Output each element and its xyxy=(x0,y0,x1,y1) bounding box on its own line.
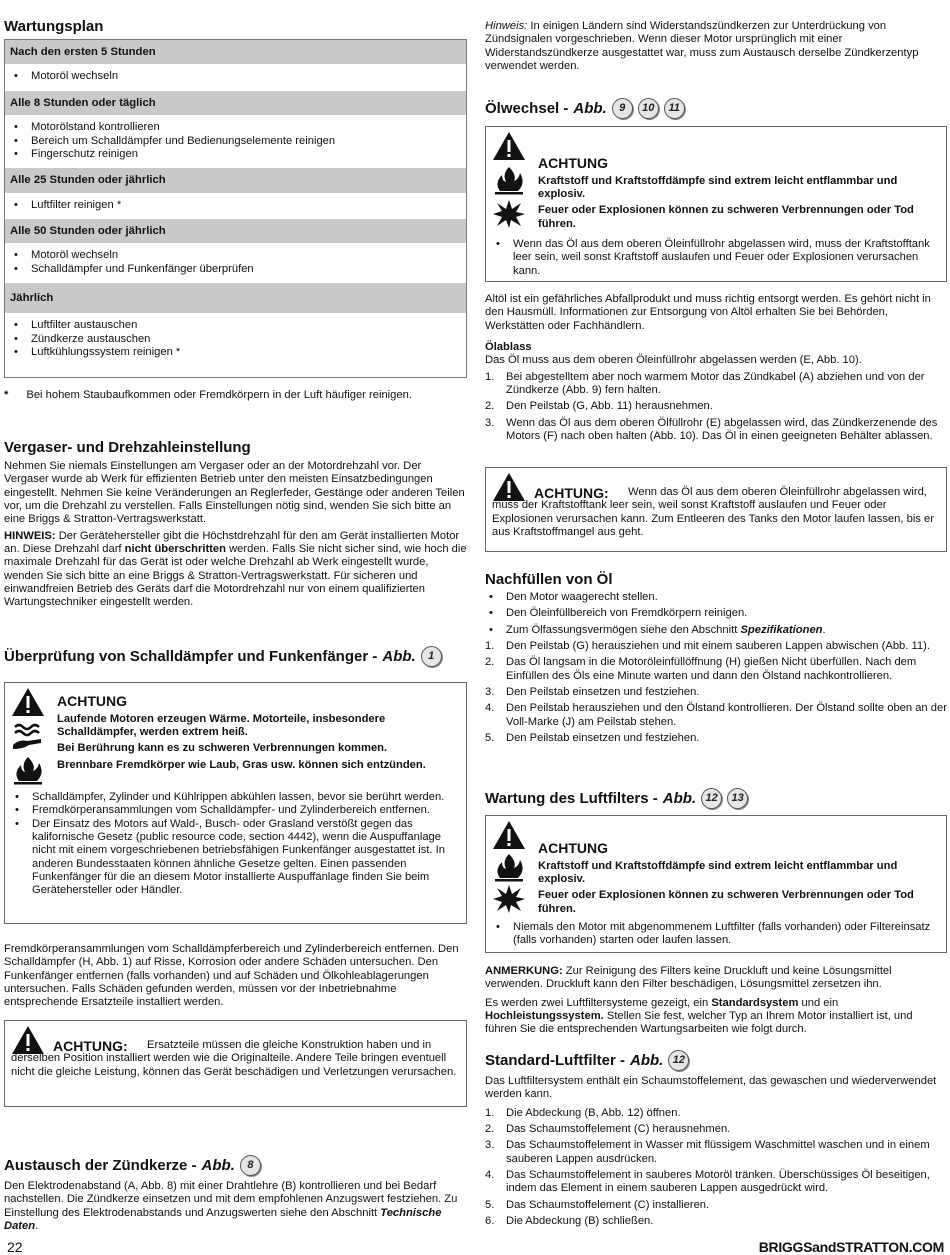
hot-surface-icon xyxy=(11,721,45,751)
list-item: • Fingerschutz reinigen xyxy=(10,148,461,161)
list-item: 1. Den Peilstab (G) herausziehen und mit einem sauberen Lappen abwischen (Abb. 11). xyxy=(485,639,930,652)
carburetor-text xyxy=(4,460,467,613)
figure-badge: 11 xyxy=(664,98,685,119)
brand-url: BRIGGSandSTRATTON.COM xyxy=(758,1239,944,1255)
drain-warning-box xyxy=(485,467,947,552)
drain-title: Ölablass xyxy=(485,341,532,353)
list-item: • Luftkühlungssystem reinigen * xyxy=(10,346,461,359)
warning-triangle-icon xyxy=(492,472,526,502)
standard-filter-paragraph: Das Luftfiltersystem enthält ein Schaumstoffelement, das gewaschen und wiederverwendet werden kann. xyxy=(485,1075,937,1101)
parts-warning-box xyxy=(4,1020,467,1107)
warning-line: Feuer oder Explosionen können zu schweren Verbrennungen oder Tod führen. xyxy=(538,204,914,230)
air-note: ANMERKUNG: Zur Reinigung des Filters keine Druckluft und keine Lösungsmittel verwenden. Druckluft kann den Filter beschädigen, Lösungsmittel zersetzen ihn. xyxy=(485,965,892,991)
warning-line: Feuer oder Explosionen können zu schweren Verbrennungen oder Tod führen. xyxy=(538,889,914,915)
warning-line: Brennbare Fremdkörper wie Laub, Gras usw. können sich entzünden. xyxy=(57,758,426,771)
list-item: • Zum Ölfassungsvermögen siehe den Abschnitt Spezifikationen. xyxy=(485,624,947,637)
maint-body-3 xyxy=(5,243,466,283)
drain-warning-title: ACHTUNG: xyxy=(534,485,609,502)
oil-change-title: Ölwechsel - Abb. 9 10 11 xyxy=(485,98,947,119)
list-item: 3. Das Schaumstoffelement in Wasser mit flüssigem Waschmittel waschen und in einem sauberen Lappen ausdrücken. xyxy=(485,1139,930,1165)
refill-section xyxy=(485,591,947,748)
list-item: 2. Das Schaumstoffelement (C) herausnehmen. xyxy=(485,1122,731,1135)
parts-warning-text: Ersatzteile müssen die gleiche Konstruktion haben und in derselben Position installiert werden wie die Originalteile. Andere Teile bringen eventuell nicht die gleiche Leistung, können das Gerät beschädigen und Verletzungen verursachen. xyxy=(11,1039,457,1078)
list-item: • Luftfilter reinigen * xyxy=(10,199,461,212)
maintenance-table xyxy=(4,39,467,378)
maint-head-2: Alle 25 Stunden oder jährlich xyxy=(5,168,466,192)
muffler-title: Überprüfung von Schalldämpfer und Funkenfänger - Abb. 1 xyxy=(4,646,467,667)
right-column xyxy=(485,0,947,1240)
air-paragraph: Es werden zwei Luftfiltersysteme gezeigt, ein Standardsystem und ein Hochleistungssystem. Stellen Sie fest, welcher Typ an Ihrem Motor installiert ist, und führen Sie die entsprechenden Wartungsarbeiten wie folgt durch. xyxy=(485,996,913,1036)
list-item: 6. Die Abdeckung (B) schließen. xyxy=(485,1214,654,1227)
maint-body-0 xyxy=(5,64,466,90)
maint-head-4: Jährlich xyxy=(5,283,466,313)
spark-plug-title: Austausch der Zündkerze - Abb. 8 xyxy=(4,1155,467,1176)
fire-icon xyxy=(492,852,526,882)
drain-warning-text: Wenn das Öl aus dem oberen Öleinfüllrohr abgelassen wird, muss der Kraftstofftank leer sein, weil sonst Kraftstoff auslaufen und Feuer oder Explosionen verursachen kann. Zum Entleeren des Tanks den Motor laufen lassen, bis er aus Kraftstoffmangel aus geht. xyxy=(492,486,934,538)
list-item: • Wenn das Öl aus dem oberen Öleinfüllrohr abgelassen wird, muss der Kraftstofftank leer sein, weil sonst Kraftstoff auslaufen und Feuer oder Explosionen verursachen kann. xyxy=(492,238,940,278)
carburetor-paragraph: Nehmen Sie niemals Einstellungen am Vergaser oder an der Motordrehzahl vor. Der Vergaser wurde ab Werk für effizienten Betrieb unter den meisten Einsatzbedingungen eingestellt. Nehmen Sie keine Veränderungen an Reglerfeder, Gestänge oder anderen Teilen vor, um die Drehzahl zu verstellen. Falls Einstellungen nötig sind, wenden Sie sich bitte an eine Briggs & Stratton-Vertragswerkstatt. xyxy=(4,460,465,526)
list-item: 1. Die Abdeckung (B, Abb. 12) öffnen. xyxy=(485,1106,681,1119)
refill-title: Nachfüllen von Öl xyxy=(485,571,613,588)
list-item: 4. Den Peilstab herausziehen und den Ölstand kontrollieren. Der Ölstand sollte oben an der Voll-Marke (J) am Peilstab stehen. xyxy=(485,702,947,728)
list-item: • Schalldämpfer, Zylinder und Kühlrippen abkühlen lassen, bevor sie berührt werden. xyxy=(11,791,460,804)
footnote-mark: * xyxy=(4,389,9,401)
air-filter-text xyxy=(485,965,947,1040)
list-item: • Schalldämpfer und Funkenfänger überprüfen xyxy=(10,263,461,276)
list-item: 1. Bei abgestelltem aber noch warmem Motor das Zündkabel (A) abziehen und von der Zündkerze (Abb. 9) fern halten. xyxy=(485,370,925,396)
figure-badge: 1 xyxy=(421,646,442,667)
drain-paragraph: Das Öl muss aus dem oberen Öleinfüllrohr abgelassen werden (E, Abb. 10). xyxy=(485,354,862,367)
figure-badge: 12 xyxy=(668,1050,689,1071)
oil-paragraph: Altöl ist ein gefährliches Abfallprodukt und muss richtig entsorgt werden. Es gehört nicht in den Hausmüll. Informationen zur Entsorgung von Altöl erhalten Sie bei Behörden, Werkstätten oder Fachhändlern. xyxy=(485,293,931,332)
fire-icon xyxy=(492,165,526,195)
warning-line: Kraftstoff und Kraftstoffdämpfe sind extrem leicht entflammbar und explosiv. xyxy=(538,174,898,200)
air-filter-title: Wartung des Luftfilters - Abb. 12 13 xyxy=(485,788,947,809)
maint-body-2 xyxy=(5,193,466,219)
list-item: 2. Das Öl langsam in die Motoröleinfüllöffnung (H) gießen Nicht überfüllen. Nach dem Einfüllen des Öls eine Minute warten und dann den Ölstand nachkontrollieren. xyxy=(485,656,917,682)
footnote-text: Bei hohem Staubaufkommen oder Fremdkörpern in der Luft häufiger reinigen. xyxy=(26,389,412,401)
figure-badge: 12 xyxy=(701,788,722,809)
list-item: • Fremdkörperansammlungen vom Schalldämpfer- und Zylinderbereich entfernen. xyxy=(11,804,460,817)
list-item: • Zündkerze austauschen xyxy=(10,333,461,346)
maint-head-1: Alle 8 Stunden oder täglich xyxy=(5,91,466,115)
maint-body-1 xyxy=(5,115,466,168)
list-item: • Der Einsatz des Motors auf Wald-, Busch- oder Grasland verstößt gegen das kalifornische Gesetz (public resource code, section 4442), wenn die Auspuffanlage nicht mit einem vorgeschriebenen betriebsfähigen Funkenfänger ausgestattet ist. In anderen Bundesstaaten können ähnliche Gesetze gelten. Einen passenden Funkenfänger für die an diesem Motor installierte Auspuffanlage finden Sie beim Gerätehersteller oder Händler. xyxy=(11,818,460,898)
oil-warning-box xyxy=(485,126,947,282)
list-item: • Luftfilter austauschen xyxy=(10,319,461,332)
hint-paragraph: Hinweis: In einigen Ländern sind Widerstandszündkerzen zur Unterdrückung von Zündsignalen vorgeschrieben. Wenn dieser Motor ursprünglich mit einer Widerstandszündkerze ausgestattet war, muss zum Austausch derselbe Zündkerzentyp verwendet werden. xyxy=(485,20,919,72)
muffler-paragraph: Fremdkörperansammlungen vom Schalldämpferbereich und Zylinderbereich entfernen. Den Schalldämpfer (H, Abb. 1) auf Risse, Korrosion oder andere Schäden untersuchen. Den Funkenfänger entfernen (falls vorhanden) und auf Schäden und Ölkohleablagerungen untersuchen. Falls Schäden gefunden werden, müssen vor der Inbetriebnahme entsprechende Ersatzteile installiert werden. xyxy=(4,943,459,1009)
left-column xyxy=(4,0,467,1240)
list-item: 3. Wenn das Öl aus dem oberen Ölfüllrohr (E) abgelassen wird, das Zündkerzenende des Motors (F) nach oben halten (Abb. 10). Das Öl in einen geeigneten Behälter ablassen. xyxy=(485,416,938,442)
oil-warning-title: ACHTUNG xyxy=(538,155,608,171)
list-item: • Motoröl wechseln xyxy=(10,249,461,262)
parts-warning-title: ACHTUNG: xyxy=(53,1038,128,1055)
list-item: 5. Das Schaumstoffelement (C) installieren. xyxy=(485,1198,710,1211)
air-warning-box xyxy=(485,815,947,953)
warning-line: Laufende Motoren erzeugen Wärme. Motorteile, insbesondere Schalldämpfer, werden extrem heiß. xyxy=(57,712,386,738)
list-item: • Den Öleinfüllbereich von Fremdkörpern reinigen. xyxy=(485,607,947,620)
muffler-warning-box xyxy=(4,682,467,924)
list-item: • Bereich um Schalldämpfer und Bedienungselemente reinigen xyxy=(10,135,461,148)
list-item: 2. Den Peilstab (G, Abb. 11) herausnehmen. xyxy=(485,400,713,413)
figure-badge: 10 xyxy=(638,98,659,119)
carburetor-title: Vergaser- und Drehzahleinstellung xyxy=(4,439,251,456)
warning-triangle-icon xyxy=(492,131,526,161)
maint-body-4 xyxy=(5,313,466,366)
list-item: • Den Motor waagerecht stellen. xyxy=(485,591,947,604)
explosion-icon xyxy=(492,199,526,229)
figure-badge: 8 xyxy=(240,1155,261,1176)
list-item: • Motoröl wechseln xyxy=(10,70,461,83)
carburetor-note: HINWEIS: Der Gerätehersteller gibt die Höchstdrehzahl für den am Gerät installierten Motor an. Diese Drehzahl darf nicht überschritten werden. Falls Sie nicht sicher sind, wie hoch die maximale Drehzahl für das Gerät ist oder welche Drehzahl ab Werk eingestellt wurde, wenden Sie sich bitte an eine Briggs & Stratton-Vertragswerkstatt. Für sicheren und einwandfreien Betrieb des Geräts darf die Motordrehzahl nur von einem qualifizierten Wartungstechniker eingestellt werden. xyxy=(4,529,467,609)
drain-section xyxy=(485,341,947,446)
fire-icon xyxy=(11,755,45,785)
warning-triangle-icon xyxy=(492,820,526,850)
air-warning-title: ACHTUNG xyxy=(538,840,608,856)
warning-triangle-icon xyxy=(11,687,45,717)
list-item: 4. Das Schaumstoffelement in sauberes Motoröl tränken. Überschüssiges Öl beseitigen, indem das Element in einem sauberen Lappen ausgedrückt wird. xyxy=(485,1168,930,1195)
muffler-warning-title: ACHTUNG xyxy=(57,693,127,709)
maint-head-0: Nach den ersten 5 Stunden xyxy=(5,40,466,64)
figure-badge: 9 xyxy=(612,98,633,119)
explosion-icon xyxy=(492,884,526,914)
list-item: 5. Den Peilstab einsetzen und festziehen. xyxy=(485,731,700,744)
figure-badge: 13 xyxy=(727,788,748,809)
page-number: 22 xyxy=(7,1239,23,1255)
maint-head-3: Alle 50 Stunden oder jährlich xyxy=(5,219,466,243)
warning-triangle-icon xyxy=(11,1025,45,1055)
spark-plug-paragraph: Den Elektrodenabstand (A, Abb. 8) mit einer Drahtlehre (B) kontrollieren und bei Bedarf nachstellen. Die Zündkerze einsetzen und mit dem empfohlenen Anzugswert festziehen. Zu Einstellung des Elektrodenabstands und Anzugswerten siehe den Abschnitt Technische Daten. xyxy=(4,1180,458,1232)
list-item: • Motorölstand kontrollieren xyxy=(10,121,461,134)
maintenance-footnote xyxy=(4,389,467,402)
list-item: • Niemals den Motor mit abgenommenem Luftfilter (falls vorhanden) oder Filtereinsatz (falls vorhanden) starten oder laufen lassen. xyxy=(492,921,940,948)
list-item: 3. Den Peilstab einsetzen und festziehen. xyxy=(485,685,700,698)
maintenance-title: Wartungsplan xyxy=(4,18,104,35)
warning-line: Kraftstoff und Kraftstoffdämpfe sind extrem leicht entflammbar und explosiv. xyxy=(538,859,898,885)
standard-filter-section xyxy=(485,1075,947,1231)
standard-filter-title: Standard-Luftfilter - Abb. 12 xyxy=(485,1050,947,1071)
warning-line: Bei Berührung kann es zu schweren Verbrennungen kommen. xyxy=(57,742,388,755)
